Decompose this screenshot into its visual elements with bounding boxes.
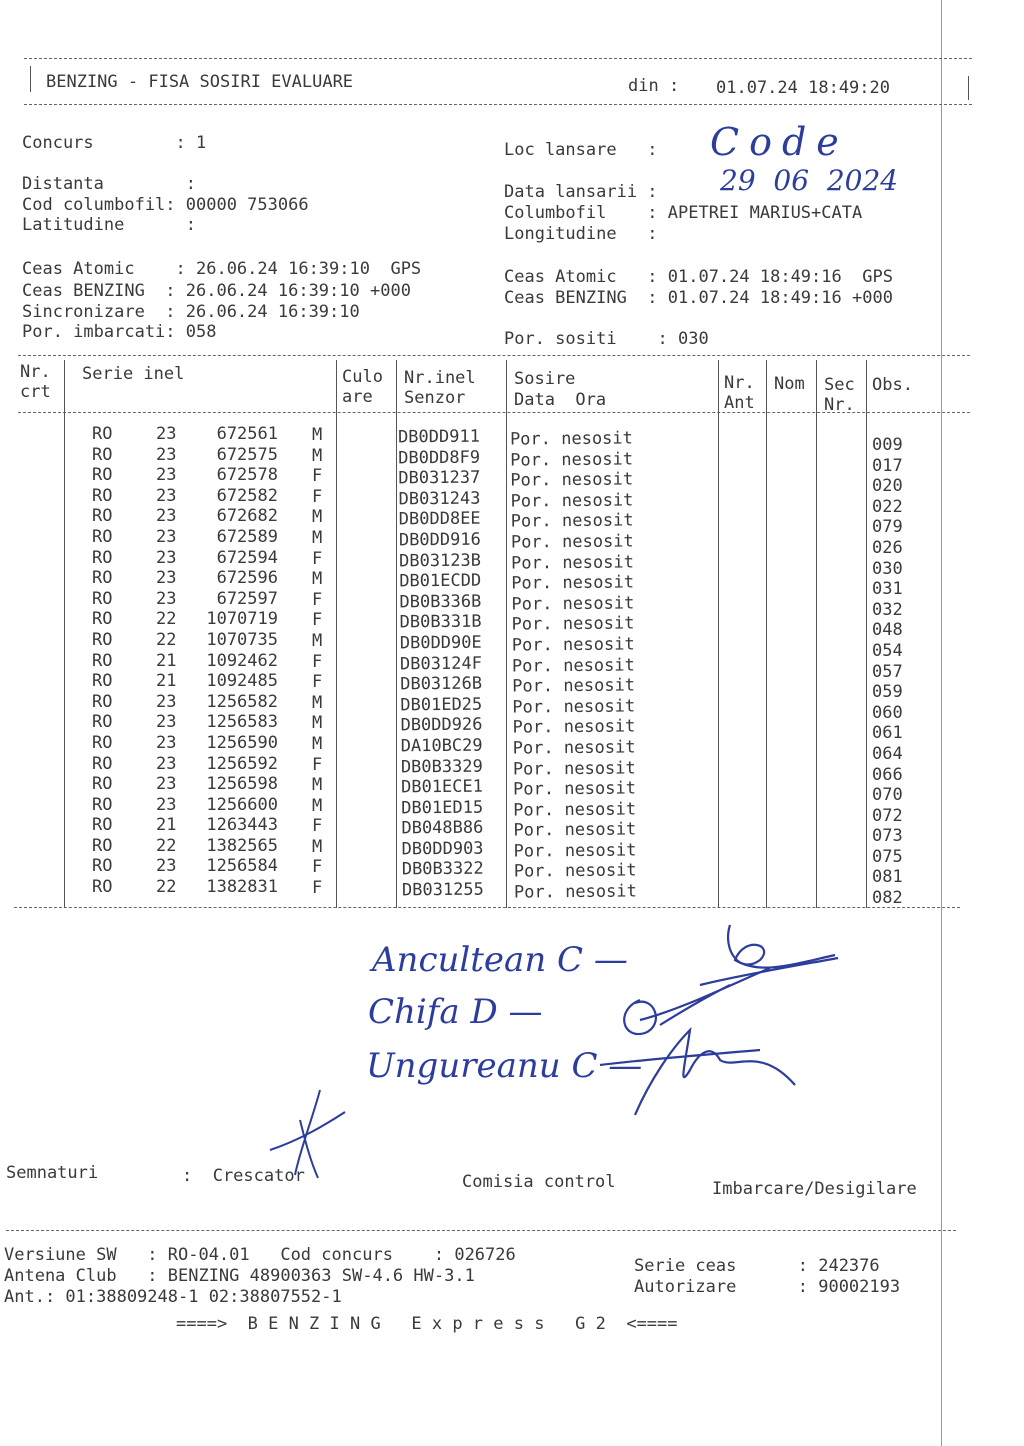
cell-ring: 1256584 bbox=[206, 856, 278, 877]
crescator-label: : Crescator bbox=[182, 1166, 305, 1186]
cell-year: 23 bbox=[156, 732, 177, 753]
cell-status: Por. nesosit bbox=[513, 819, 637, 841]
cell-ring: 1256598 bbox=[206, 774, 278, 795]
cell-ring: 1256590 bbox=[206, 732, 278, 753]
cell-status: Por. nesosit bbox=[512, 757, 636, 780]
report-date-label: din : bbox=[628, 76, 680, 96]
cell-country: RO bbox=[92, 815, 113, 836]
cell-year: 23 bbox=[156, 774, 177, 795]
cell-sex: M bbox=[312, 733, 323, 754]
cell-sex: F bbox=[312, 486, 323, 507]
longitudine-field: Longitudine : bbox=[504, 224, 658, 244]
cell-sensor: DB0DD911 bbox=[397, 426, 480, 448]
cell-obs: 081 bbox=[872, 867, 903, 888]
report-title: BENZING - FISA SOSIRI EVALUARE bbox=[46, 72, 354, 92]
cell-obs: 070 bbox=[872, 785, 903, 806]
cell-sensor: DB0B3322 bbox=[401, 859, 484, 880]
cell-sex: F bbox=[312, 857, 323, 878]
cell-sensor: DB03124F bbox=[399, 653, 482, 674]
cell-obs: 079 bbox=[872, 517, 903, 538]
th-are: are bbox=[342, 387, 373, 407]
cell-country: RO bbox=[92, 774, 113, 795]
cell-status: Por. nesosit bbox=[510, 490, 634, 512]
cell-ring: 672578 bbox=[216, 465, 278, 486]
cell-year: 22 bbox=[156, 877, 177, 898]
cell-sex: M bbox=[312, 569, 323, 590]
cell-country: RO bbox=[92, 753, 113, 774]
cell-country: RO bbox=[92, 671, 113, 692]
cell-sex: F bbox=[312, 466, 323, 487]
cell-status: Por. nesosit bbox=[511, 654, 635, 677]
cell-country: RO bbox=[92, 547, 113, 568]
clock-left-benzing: Ceas BENZING : 26.06.24 16:39:10 +000 bbox=[22, 281, 411, 301]
cell-country: RO bbox=[92, 444, 113, 465]
cell-ring: 1070719 bbox=[206, 609, 278, 630]
cell-status: Por. nesosit bbox=[512, 696, 636, 718]
cell-ring: 672575 bbox=[216, 444, 278, 465]
cell-year: 23 bbox=[156, 691, 177, 712]
clock-left-sync: Sincronizare : 26.06.24 16:39:10 bbox=[22, 302, 360, 322]
th-ant: Ant bbox=[724, 393, 755, 413]
cell-sensor: DB0B331B bbox=[399, 611, 482, 633]
cell-sex: F bbox=[312, 610, 323, 631]
cell-country: RO bbox=[92, 732, 113, 753]
cell-country: RO bbox=[92, 835, 113, 856]
cell-year: 21 bbox=[156, 671, 177, 692]
th-obs: Obs. bbox=[872, 375, 913, 395]
cell-obs: 032 bbox=[872, 599, 903, 620]
cell-obs: 066 bbox=[872, 764, 903, 785]
cell-obs: 026 bbox=[872, 537, 903, 558]
cell-country: RO bbox=[92, 877, 113, 898]
cell-sensor: DB01ED25 bbox=[400, 694, 483, 716]
cell-status: Por. nesosit bbox=[512, 778, 636, 800]
signature-crescator bbox=[270, 1090, 345, 1178]
cell-ring: 672561 bbox=[216, 424, 278, 444]
clock-right-atomic: Ceas Atomic : 01.07.24 18:49:16 GPS bbox=[504, 267, 893, 287]
pigeons-loaded: Por. imbarcati: 058 bbox=[22, 322, 217, 342]
th-serie-inel: Serie inel bbox=[82, 364, 185, 384]
footer-ant: Ant.: 01:38809248-1 02:38807552-1 bbox=[4, 1287, 342, 1307]
cell-sensor: DB01ED15 bbox=[401, 797, 484, 819]
th-culo: Culo bbox=[342, 367, 383, 387]
cell-year: 22 bbox=[156, 609, 177, 630]
cell-sensor: DB03123B bbox=[399, 550, 482, 571]
cell-sex: M bbox=[312, 775, 323, 796]
th-sec-nr: Nr. bbox=[824, 395, 855, 415]
cell-sensor: DB01ECE1 bbox=[400, 776, 484, 798]
cell-obs: 048 bbox=[872, 620, 903, 641]
cell-obs: 030 bbox=[872, 558, 903, 579]
cell-ring: 672589 bbox=[216, 526, 278, 547]
cell-year: 23 bbox=[156, 485, 177, 506]
cell-country: RO bbox=[92, 526, 113, 547]
cell-country: RO bbox=[92, 588, 113, 609]
cell-country: RO bbox=[92, 609, 113, 630]
comisia-control-label: Comisia control bbox=[462, 1172, 616, 1192]
concurs-field: Concurs : 1 bbox=[22, 133, 207, 153]
cell-sex: M bbox=[312, 425, 323, 445]
handwritten-name-2: Chifa D — bbox=[368, 992, 543, 1032]
cell-year: 23 bbox=[156, 547, 177, 568]
cell-country: RO bbox=[92, 485, 113, 506]
cell-year: 21 bbox=[156, 815, 177, 836]
cell-ring: 672596 bbox=[216, 568, 278, 589]
th-nom: Nom bbox=[774, 374, 805, 394]
cell-sensor: DB0B3329 bbox=[400, 756, 483, 777]
cell-sensor: DA10BC29 bbox=[400, 735, 483, 757]
cell-status: Por. nesosit bbox=[510, 449, 634, 471]
th-senzor: Senzor bbox=[404, 388, 466, 408]
cell-sex: M bbox=[312, 795, 323, 816]
cell-country: RO bbox=[92, 650, 113, 671]
footer-autorizare: Autorizare : 90002193 bbox=[634, 1277, 901, 1297]
data-lansarii-handwritten: 29 06 2024 bbox=[720, 164, 899, 197]
report-date: 01.07.24 18:49:20 bbox=[716, 78, 890, 98]
cell-year: 21 bbox=[156, 650, 177, 671]
cell-sensor: DB048B86 bbox=[401, 817, 484, 839]
signature-3 bbox=[600, 1030, 795, 1115]
loc-lansare-handwritten: Code bbox=[710, 120, 849, 164]
cell-status: Por. nesosit bbox=[513, 799, 637, 821]
cell-sex: F bbox=[312, 589, 323, 610]
cell-status: Por. nesosit bbox=[511, 552, 635, 574]
cell-status: Por. nesosit bbox=[511, 572, 635, 594]
cell-ring: 1263443 bbox=[206, 815, 278, 836]
cell-sex: F bbox=[312, 878, 323, 899]
cell-ring: 1070735 bbox=[206, 629, 278, 650]
cell-sex: M bbox=[312, 836, 323, 857]
clock-left-atomic: Ceas Atomic : 26.06.24 16:39:10 GPS bbox=[22, 259, 422, 279]
cell-ring: 672682 bbox=[216, 506, 278, 527]
cell-ring: 1382831 bbox=[206, 877, 278, 898]
cell-year: 23 bbox=[156, 465, 177, 486]
cell-ring: 1256583 bbox=[206, 712, 278, 733]
cell-obs: 059 bbox=[872, 682, 903, 703]
footer-serie-ceas: Serie ceas : 242376 bbox=[634, 1256, 880, 1276]
footer-brand: ====> B E N Z I N G E x p r e s s G 2 <==== bbox=[176, 1314, 678, 1334]
pigeons-arrived: Por. sositi : 030 bbox=[504, 329, 709, 349]
cell-country: RO bbox=[92, 629, 113, 650]
cell-sensor: DB0DD903 bbox=[401, 838, 484, 860]
cell-sensor: DB0DD926 bbox=[400, 714, 483, 736]
handwritten-name-3: Ungureanu C — bbox=[366, 1046, 643, 1086]
footer-versiune: Versiune SW : RO-04.01 Cod concurs : 026726 bbox=[4, 1245, 516, 1265]
cell-ring: 672582 bbox=[216, 485, 278, 506]
cell-country: RO bbox=[92, 794, 113, 815]
clock-right-benzing: Ceas BENZING : 01.07.24 18:49:16 +000 bbox=[504, 288, 893, 308]
cell-obs: 073 bbox=[872, 826, 903, 847]
cell-status: Por. nesosit bbox=[509, 428, 633, 450]
th-nr-inel: Nr.inel bbox=[404, 368, 476, 388]
cell-obs: 061 bbox=[872, 723, 903, 744]
cell-sensor: DB0DD8F9 bbox=[398, 447, 481, 468]
cell-country: RO bbox=[92, 506, 113, 527]
cell-year: 23 bbox=[156, 712, 177, 733]
cell-sensor: DB0B336B bbox=[399, 591, 482, 613]
cell-status: Por. nesosit bbox=[512, 716, 636, 738]
th-sec: Sec bbox=[824, 375, 855, 395]
cell-obs: 031 bbox=[872, 579, 903, 600]
cell-year: 23 bbox=[156, 856, 177, 877]
cell-country: RO bbox=[92, 712, 113, 733]
cell-country: RO bbox=[92, 856, 113, 877]
distanta-field: Distanta : bbox=[22, 174, 196, 194]
data-lansarii-label: Data lansarii : bbox=[504, 182, 658, 202]
cell-sex: M bbox=[312, 507, 323, 528]
cell-sex: M bbox=[312, 527, 323, 548]
cell-country: RO bbox=[92, 465, 113, 486]
th-crt: crt bbox=[20, 382, 51, 402]
cell-obs: 064 bbox=[872, 743, 903, 764]
cod-columbofil-field: Cod columbofil: 00000 753066 bbox=[22, 195, 309, 215]
cell-status: Por. nesosit bbox=[510, 531, 634, 553]
cell-obs: 082 bbox=[872, 888, 903, 909]
cell-country: RO bbox=[92, 691, 113, 712]
cell-sex: F bbox=[312, 816, 323, 837]
cell-sex: F bbox=[312, 548, 323, 569]
cell-sensor: DB031237 bbox=[398, 467, 481, 489]
cell-sensor: DB0DD90E bbox=[399, 632, 482, 654]
cell-status: Por. nesosit bbox=[512, 675, 636, 697]
cell-sex: F bbox=[312, 672, 323, 693]
handwritten-name-1: Ancultean C — bbox=[372, 940, 628, 980]
cell-status: Por. nesosit bbox=[510, 469, 634, 491]
cell-obs: 054 bbox=[872, 640, 903, 661]
cell-sex: M bbox=[312, 713, 323, 734]
cell-sensor: DB0DD916 bbox=[398, 529, 481, 551]
cell-ring: 1382565 bbox=[206, 835, 278, 856]
cell-sex: M bbox=[312, 692, 323, 713]
cell-ring: 1256600 bbox=[206, 794, 278, 815]
cell-country: RO bbox=[92, 568, 113, 589]
cell-year: 23 bbox=[156, 753, 177, 774]
cell-year: 23 bbox=[156, 444, 177, 465]
cell-sex: M bbox=[312, 445, 323, 466]
cell-year: 23 bbox=[156, 568, 177, 589]
cell-year: 23 bbox=[156, 424, 177, 444]
cell-year: 23 bbox=[156, 588, 177, 609]
cell-year: 23 bbox=[156, 526, 177, 547]
cell-obs: 009 bbox=[872, 435, 903, 455]
cell-status: Por. nesosit bbox=[511, 634, 635, 656]
cell-status: Por. nesosit bbox=[511, 613, 635, 635]
cell-ring: 1092485 bbox=[206, 671, 278, 692]
th-nr-ant: Nr. bbox=[724, 373, 755, 393]
cell-status: Por. nesosit bbox=[512, 737, 636, 759]
cell-year: 23 bbox=[156, 794, 177, 815]
cell-obs: 075 bbox=[872, 846, 903, 867]
footer-antena: Antena Club : BENZING 48900363 SW-4.6 HW-3.1 bbox=[4, 1266, 475, 1286]
cell-year: 22 bbox=[156, 629, 177, 650]
signature-1 bbox=[700, 925, 838, 985]
cell-sensor: DB031255 bbox=[401, 879, 484, 901]
imbarcare-desigilare-label: Imbarcare/Desigilare bbox=[712, 1179, 917, 1199]
loc-lansare-label: Loc lansare : bbox=[504, 140, 658, 160]
signature-2 bbox=[624, 968, 770, 1034]
cell-sex: F bbox=[312, 651, 323, 672]
cell-year: 23 bbox=[156, 506, 177, 527]
cell-ring: 672594 bbox=[216, 547, 278, 568]
cell-ring: 1256592 bbox=[206, 753, 278, 774]
th-data-ora: Data Ora bbox=[514, 390, 607, 410]
cell-obs: 057 bbox=[872, 661, 903, 682]
cell-sensor: DB0DD8EE bbox=[398, 509, 481, 530]
cell-sex: F bbox=[312, 754, 323, 775]
cell-status: Por. nesosit bbox=[513, 840, 637, 862]
cell-country: RO bbox=[92, 424, 113, 444]
cell-status: Por. nesosit bbox=[511, 593, 635, 615]
semnaturi-label: Semnaturi bbox=[6, 1163, 99, 1183]
cell-obs: 060 bbox=[872, 702, 903, 723]
cell-sex: M bbox=[312, 630, 323, 651]
cell-year: 22 bbox=[156, 835, 177, 856]
th-sosire: Sosire bbox=[514, 369, 576, 389]
cell-obs: 022 bbox=[872, 496, 903, 517]
cell-status: Por. nesosit bbox=[513, 860, 637, 882]
th-nr: Nr. bbox=[20, 362, 51, 382]
cell-status: Por. nesosit bbox=[510, 510, 634, 532]
latitudine-field: Latitudine : bbox=[22, 215, 196, 235]
cell-ring: 672597 bbox=[216, 588, 278, 609]
cell-obs: 072 bbox=[872, 805, 903, 826]
cell-ring: 1092462 bbox=[206, 650, 278, 671]
cell-ring: 1256582 bbox=[206, 691, 278, 712]
cell-sensor: DB031243 bbox=[398, 488, 481, 510]
footer-rule bbox=[6, 1230, 956, 1231]
cell-obs: 020 bbox=[872, 476, 903, 497]
cell-obs: 017 bbox=[872, 455, 903, 476]
cell-sensor: DB01ECDD bbox=[399, 570, 482, 592]
columbofil-field: Columbofil : APETREI MARIUS+CATA bbox=[504, 203, 863, 223]
cell-status: Por. nesosit bbox=[513, 881, 637, 903]
cell-sensor: DB03126B bbox=[400, 673, 483, 695]
